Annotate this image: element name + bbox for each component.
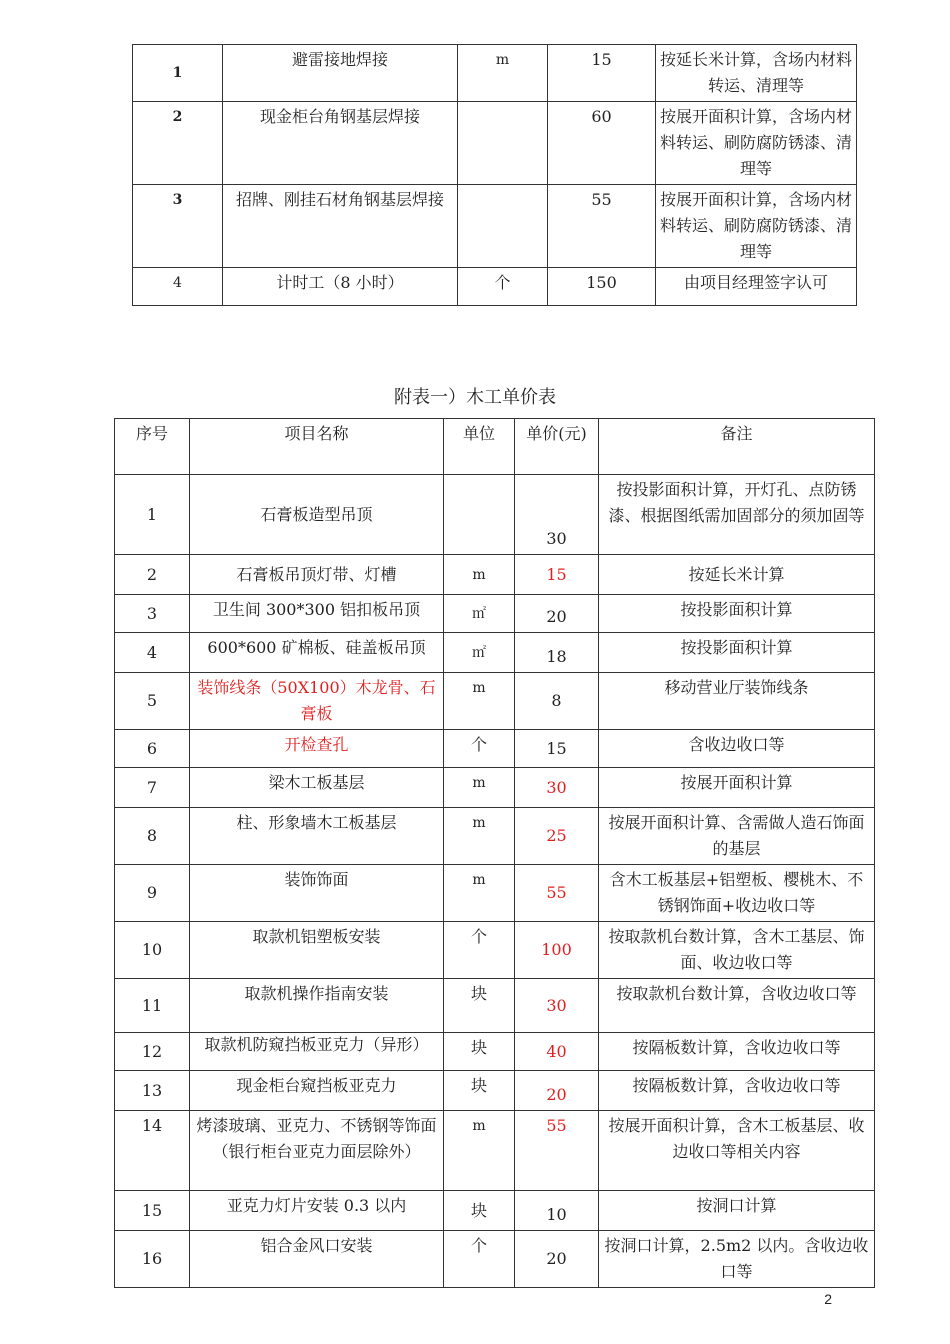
table-row: [115, 1033, 875, 1071]
item-unit: m: [444, 555, 515, 595]
welding-price-table: [132, 44, 857, 306]
item-note: 按取款机台数计算，含收边收口等: [599, 979, 875, 1033]
item-name: 取款机铝塑板安装: [190, 922, 444, 979]
carpentry-price-table: [114, 418, 875, 1288]
table-row: [115, 475, 875, 555]
item-note: 按展开面积计算: [599, 768, 875, 808]
page-number: 2: [824, 1291, 832, 1307]
item-note: 含木工板基层+铝塑板、樱桃木、不锈钢饰面+收边收口等: [599, 865, 875, 922]
item-unit: 块: [444, 979, 515, 1033]
item-price: 150: [548, 268, 656, 306]
header-note: 备注: [599, 419, 875, 475]
row-number: 11: [115, 979, 190, 1033]
row-number: 13: [115, 1071, 190, 1111]
table-row: [115, 979, 875, 1033]
item-unit: [458, 102, 548, 185]
item-unit: 个: [458, 268, 548, 306]
row-number: 10: [115, 922, 190, 979]
row-number: 16: [115, 1231, 190, 1288]
header-price: 单价(元): [515, 419, 599, 475]
item-price: 30: [515, 475, 599, 555]
item-note: 含收边收口等: [599, 730, 875, 768]
item-price: 10: [515, 1191, 599, 1231]
item-price: 15: [515, 555, 599, 595]
row-number: 2: [115, 555, 190, 595]
item-note: 按展开面积计算，含场内材料转运、刷防腐防锈漆、清理等: [656, 102, 857, 185]
row-number: 4: [133, 268, 223, 306]
item-name: 铝合金风口安装: [190, 1231, 444, 1288]
header-unit: 单位: [444, 419, 515, 475]
item-price: 40: [515, 1033, 599, 1071]
item-note: 按投影面积计算: [599, 633, 875, 673]
item-note: 按取款机台数计算，含木工基层、饰面、收边收口等: [599, 922, 875, 979]
row-number: 1: [115, 475, 190, 555]
item-price: 30: [515, 979, 599, 1033]
item-name: 卫生间 300*300 铝扣板吊顶: [190, 595, 444, 633]
item-name: 烤漆玻璃、亚克力、不锈钢等饰面（银行柜台亚克力面层除外）: [190, 1111, 444, 1191]
item-price: 60: [548, 102, 656, 185]
header-name: 项目名称: [190, 419, 444, 475]
row-number: 6: [115, 730, 190, 768]
table-row: [115, 633, 875, 673]
item-price: 55: [548, 185, 656, 268]
row-number: 2: [133, 102, 223, 185]
item-unit: [458, 185, 548, 268]
item-unit: m: [458, 45, 548, 102]
item-name: 现金柜台角钢基层焊接: [223, 102, 458, 185]
item-unit: 个: [444, 922, 515, 979]
row-number: 8: [115, 808, 190, 865]
item-price: 30: [515, 768, 599, 808]
header-row: [115, 419, 875, 475]
item-name: 装饰饰面: [190, 865, 444, 922]
table-row: [115, 1231, 875, 1288]
item-unit: 个: [444, 1231, 515, 1288]
item-note: 按延长米计算，含场内材料转运、清理等: [656, 45, 857, 102]
item-name: 石膏板吊顶灯带、灯槽: [190, 555, 444, 595]
table-row: [133, 45, 857, 102]
item-unit: 块: [444, 1191, 515, 1231]
table-row: [115, 673, 875, 730]
item-note: 按隔板数计算，含收边收口等: [599, 1033, 875, 1071]
table-row: [115, 595, 875, 633]
item-note: 按隔板数计算，含收边收口等: [599, 1071, 875, 1111]
item-note: 按洞口计算: [599, 1191, 875, 1231]
item-unit: m: [444, 673, 515, 730]
item-name: 招牌、刚挂石材角钢基层焊接: [223, 185, 458, 268]
item-name: 梁木工板基层: [190, 768, 444, 808]
item-price: 20: [515, 1231, 599, 1288]
item-note: 按投影面积计算，开灯孔、点防锈漆、根据图纸需加固部分的须加固等: [599, 475, 875, 555]
table-row: [133, 185, 857, 268]
item-note: 按投影面积计算: [599, 595, 875, 633]
row-number: 3: [115, 595, 190, 633]
item-unit: ㎡: [444, 633, 515, 673]
row-number: 14: [115, 1111, 190, 1191]
table-row: [115, 808, 875, 865]
item-unit: 块: [444, 1071, 515, 1111]
item-price: 55: [515, 865, 599, 922]
table-row: [115, 1191, 875, 1231]
row-number: 7: [115, 768, 190, 808]
item-price: 20: [515, 1071, 599, 1111]
row-number: 15: [115, 1191, 190, 1231]
item-name: 现金柜台窥挡板亚克力: [190, 1071, 444, 1111]
item-unit: 个: [444, 730, 515, 768]
row-number: 3: [133, 185, 223, 268]
row-number: 12: [115, 1033, 190, 1071]
item-note: 按延长米计算: [599, 555, 875, 595]
row-number: 4: [115, 633, 190, 673]
item-note: 移动营业厅装饰线条: [599, 673, 875, 730]
item-unit: m: [444, 865, 515, 922]
item-name: 计时工（8 小时）: [223, 268, 458, 306]
item-price: 8: [515, 673, 599, 730]
item-unit: m: [444, 768, 515, 808]
table-row: [133, 268, 857, 306]
item-name: 柱、形象墙木工板基层: [190, 808, 444, 865]
item-name: 取款机防窥挡板亚克力（异形）: [190, 1033, 444, 1071]
row-number: 1: [133, 45, 223, 102]
table-row: [133, 102, 857, 185]
item-name: 开检查孔: [190, 730, 444, 768]
row-number: 9: [115, 865, 190, 922]
table-row: [115, 768, 875, 808]
table-row: [115, 922, 875, 979]
table-row: [115, 555, 875, 595]
row-number: 5: [115, 673, 190, 730]
item-price: 25: [515, 808, 599, 865]
item-note: 按展开面积计算，含场内材料转运、刷防腐防锈漆、清理等: [656, 185, 857, 268]
item-name: 亚克力灯片安装 0.3 以内: [190, 1191, 444, 1231]
item-name: 装饰线条（50X100）木龙骨、石膏板: [190, 673, 444, 730]
table-title: 附表一）木工单价表: [394, 387, 556, 408]
item-note: 按洞口计算，2.5m2 以内。含收边收口等: [599, 1231, 875, 1288]
item-name: 避雷接地焊接: [223, 45, 458, 102]
table-row: [115, 1111, 875, 1191]
item-price: 18: [515, 633, 599, 673]
item-name: 石膏板造型吊顶: [190, 475, 444, 555]
table-row: [115, 1071, 875, 1111]
item-price: 15: [515, 730, 599, 768]
item-note: 按展开面积计算，含木工板基层、收边收口等相关内容: [599, 1111, 875, 1191]
item-unit: ㎡: [444, 595, 515, 633]
item-unit: m: [444, 808, 515, 865]
item-name: 600*600 矿棉板、硅盖板吊顶: [190, 633, 444, 673]
header-number: 序号: [115, 419, 190, 475]
table-row: [115, 865, 875, 922]
item-unit: 块: [444, 1033, 515, 1071]
item-price: 100: [515, 922, 599, 979]
item-name: 取款机操作指南安装: [190, 979, 444, 1033]
table-row: [115, 730, 875, 768]
item-price: 20: [515, 595, 599, 633]
item-price: 55: [515, 1111, 599, 1191]
item-price: 15: [548, 45, 656, 102]
item-note: 由项目经理签字认可: [656, 268, 857, 306]
item-note: 按展开面积计算、含需做人造石饰面的基层: [599, 808, 875, 865]
item-unit: [444, 475, 515, 555]
item-unit: m: [444, 1111, 515, 1191]
